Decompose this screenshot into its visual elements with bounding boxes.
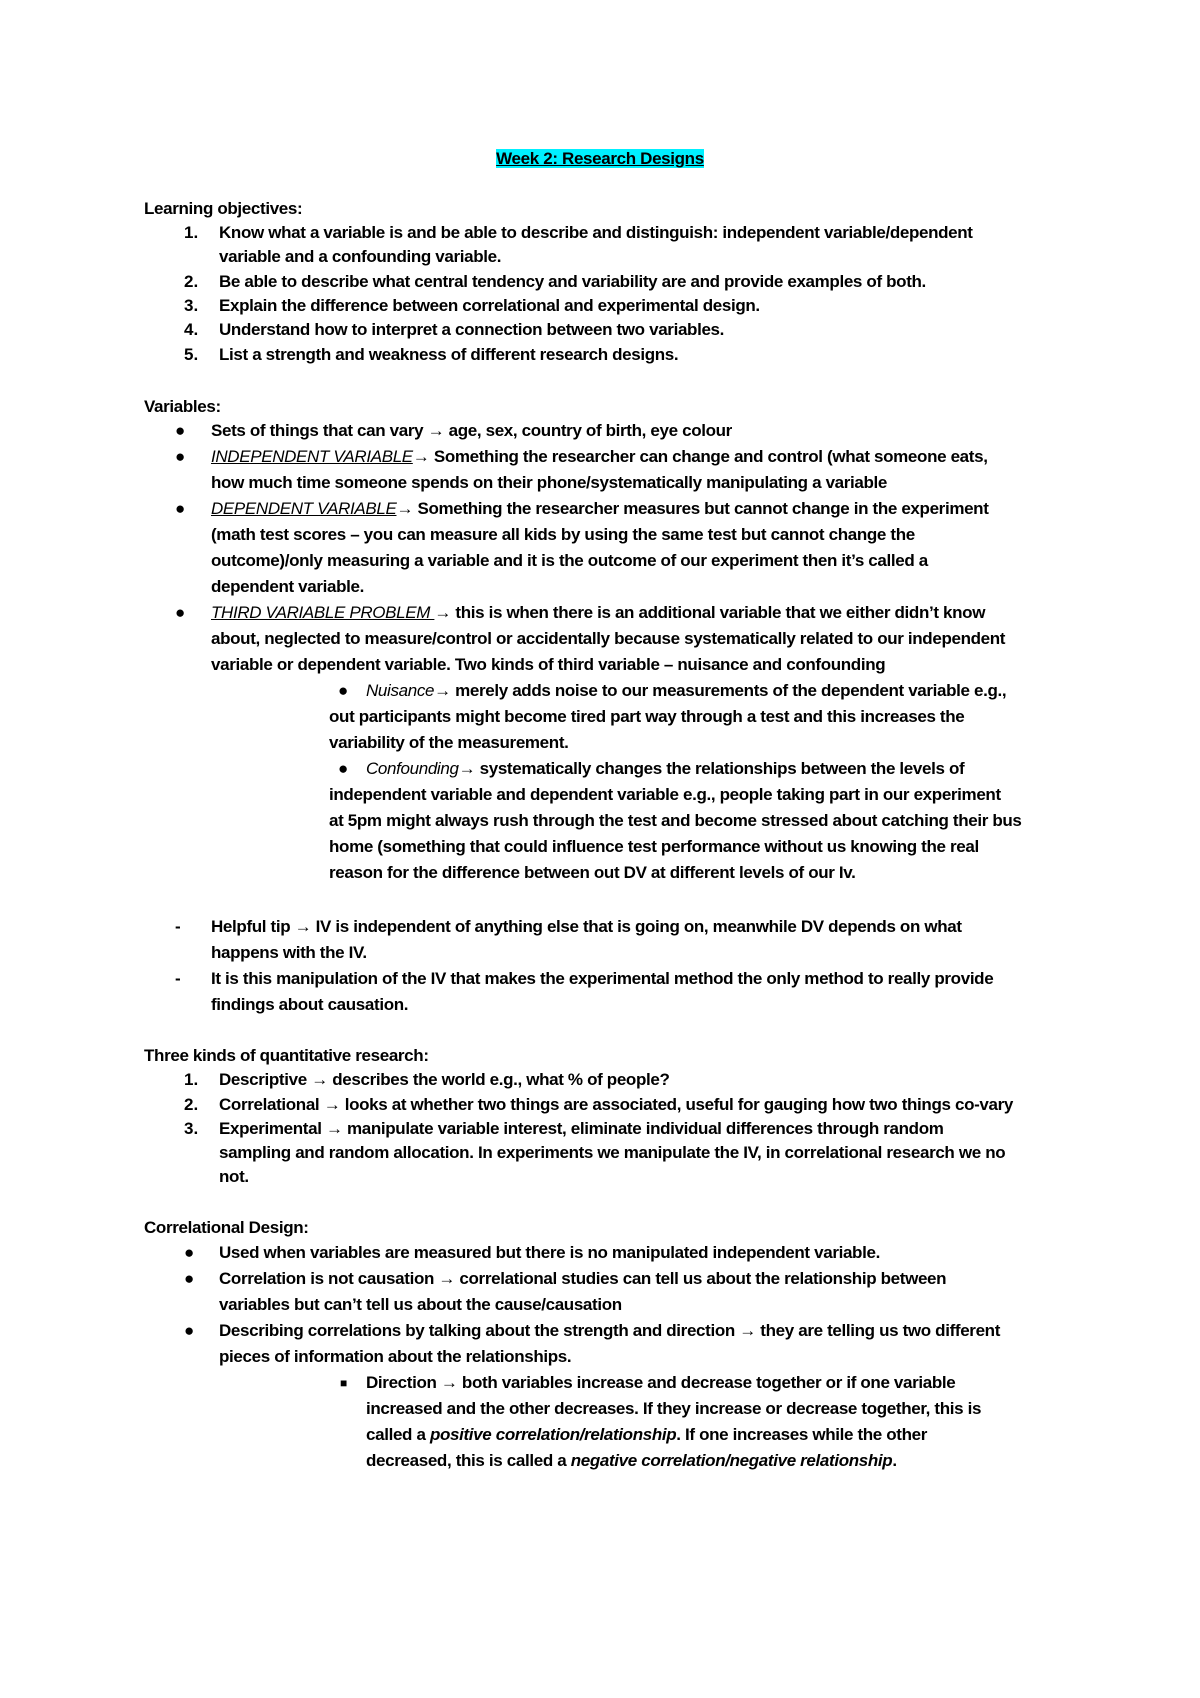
list-number: 4. bbox=[184, 320, 199, 339]
dependent-variable-continued: (math test scores – you can measure all kids by using the same test but cannot change the bbox=[211, 525, 915, 544]
experimental-item-continued: sampling and random allocation. In experiments we manipulate the IV, in correlational research we no bbox=[219, 1143, 1006, 1162]
list-item: List a strength and weakness of different research designs. bbox=[219, 345, 679, 364]
negative-correlation-term: negative correlation/negative relationship bbox=[570, 1451, 893, 1470]
list-item: Understand how to interpret a connection between two variables. bbox=[219, 320, 725, 339]
confounding-continued: home (something that could influence test performance without us knowing the real bbox=[329, 837, 979, 856]
list-number: 1. bbox=[184, 223, 199, 242]
dependent-variable-continued: outcome)/only measuring a variable and it is the outcome of our experiment then it’s called a bbox=[211, 551, 928, 570]
direction-bullet: Direction → both variables increase and decrease together or if one variable bbox=[366, 1373, 956, 1392]
bullet-icon: ● bbox=[175, 421, 186, 440]
correlational-bullet-3-continued: pieces of information about the relationships. bbox=[219, 1347, 572, 1366]
third-variable-bullet: THIRD VARIABLE PROBLEM → this is when there is an additional variable that we either didn’t know bbox=[211, 603, 986, 622]
bullet-icon: ● bbox=[338, 681, 349, 700]
page-title-text: Week 2: Research Designs bbox=[496, 149, 704, 168]
correlational-bullet-2: Correlation is not causation → correlational studies can tell us about the relationship between bbox=[219, 1269, 947, 1288]
learning-objectives-heading: Learning objectives: bbox=[144, 199, 303, 218]
helpful-tip: Helpful tip → IV is independent of anything else that is going on, meanwhile DV depends on what bbox=[211, 917, 962, 936]
third-variable-term: THIRD VARIABLE PROBLEM bbox=[211, 603, 435, 622]
list-number: 1. bbox=[184, 1070, 199, 1089]
bullet-icon: ● bbox=[175, 603, 186, 622]
confounding-bullet: Confounding→ systematically changes the relationships between the levels of bbox=[366, 759, 965, 778]
experimental-item-continued: not. bbox=[219, 1167, 249, 1186]
confounding-continued: at 5pm might always rush through the test and become stressed about catching their bus bbox=[329, 811, 1022, 830]
direction-continued: increased and the other decreases. If they increase or decrease together, this is bbox=[366, 1399, 982, 1418]
dependent-variable-bullet: DEPENDENT VARIABLE→ Something the researcher measures but cannot change in the experiment bbox=[211, 499, 989, 518]
manipulation-tip: It is this manipulation of the IV that makes the experimental method the only method to really provide bbox=[211, 969, 994, 988]
bullet-icon: ● bbox=[184, 1269, 195, 1288]
list-number: 3. bbox=[184, 1119, 199, 1138]
nuisance-continued: variability of the measurement. bbox=[329, 733, 569, 752]
list-number: 2. bbox=[184, 272, 199, 291]
dependent-variable-continued: dependent variable. bbox=[211, 577, 365, 596]
list-number: 5. bbox=[184, 345, 199, 364]
bullet-icon: ● bbox=[338, 759, 349, 778]
independent-variable-bullet: INDEPENDENT VARIABLE→ Something the researcher can change and control (what someone eats, bbox=[211, 447, 988, 466]
page-title bbox=[0, 147, 1200, 171]
list-item: Be able to describe what central tendency and variability are and provide examples of both. bbox=[219, 272, 926, 291]
nuisance-continued: out participants might become tired part way through a test and this increases the bbox=[329, 707, 965, 726]
descriptive-item: Descriptive → describes the world e.g., what % of people? bbox=[219, 1070, 670, 1089]
confounding-term: Confounding bbox=[366, 759, 459, 778]
bullet-icon: ● bbox=[184, 1243, 195, 1262]
correlational-bullet-3: Describing correlations by talking about the strength and direction → they are telling us two different bbox=[219, 1321, 1001, 1340]
third-variable-continued: about, neglected to measure/control or accidentally because systematically related to our independent bbox=[211, 629, 1006, 648]
third-variable-continued: variable or dependent variable. Two kinds of third variable – nuisance and confounding bbox=[211, 655, 886, 674]
variables-heading: Variables: bbox=[144, 397, 221, 416]
direction-continued: decreased, this is called a negative correlation/negative relationship. bbox=[366, 1451, 897, 1470]
nuisance-term: Nuisance bbox=[366, 681, 435, 700]
correlational-bullet-2-continued: variables but can’t tell us about the cause/causation bbox=[219, 1295, 622, 1314]
list-item-continued: variable and a confounding variable. bbox=[219, 247, 502, 266]
correlational-item: Correlational → looks at whether two things are associated, useful for gauging how two things co-vary bbox=[219, 1095, 1014, 1114]
confounding-continued: reason for the difference between out DV at different levels of our Iv. bbox=[329, 863, 856, 882]
list-item: Know what a variable is and be able to describe and distinguish: independent variable/dependent bbox=[219, 223, 973, 242]
positive-correlation-term: positive correlation/relationship bbox=[429, 1425, 677, 1444]
experimental-item: Experimental → manipulate variable interest, eliminate individual differences through random bbox=[219, 1119, 944, 1138]
list-number: 3. bbox=[184, 296, 199, 315]
square-bullet-icon: ■ bbox=[340, 1376, 348, 1390]
confounding-continued: independent variable and dependent variable e.g., people taking part in our experiment bbox=[329, 785, 1001, 804]
bullet-icon: ● bbox=[175, 447, 186, 466]
quantitative-heading: Three kinds of quantitative research: bbox=[144, 1046, 429, 1065]
manipulation-tip-continued: findings about causation. bbox=[211, 995, 409, 1014]
bullet-icon: ● bbox=[175, 499, 186, 518]
dash-marker: - bbox=[175, 917, 181, 936]
variables-bullet-1: Sets of things that can vary → age, sex, country of birth, eye colour bbox=[211, 421, 732, 440]
direction-continued: called a positive correlation/relationship. If one increases while the other bbox=[366, 1425, 928, 1444]
correlational-bullet-1: Used when variables are measured but there is no manipulated independent variable. bbox=[219, 1243, 880, 1262]
list-item: Explain the difference between correlational and experimental design. bbox=[219, 296, 760, 315]
list-number: 2. bbox=[184, 1095, 199, 1114]
dash-marker: - bbox=[175, 969, 181, 988]
independent-variable-term: INDEPENDENT VARIABLE bbox=[211, 447, 413, 466]
correlational-design-heading: Correlational Design: bbox=[144, 1218, 309, 1237]
bullet-icon: ● bbox=[184, 1321, 195, 1340]
helpful-tip-continued: happens with the IV. bbox=[211, 943, 367, 962]
nuisance-bullet: Nuisance→ merely adds noise to our measurements of the dependent variable e.g., bbox=[366, 681, 1007, 700]
dependent-variable-term: DEPENDENT VARIABLE bbox=[211, 499, 397, 518]
independent-variable-continued: how much time someone spends on their phone/systematically manipulating a variable bbox=[211, 473, 888, 492]
